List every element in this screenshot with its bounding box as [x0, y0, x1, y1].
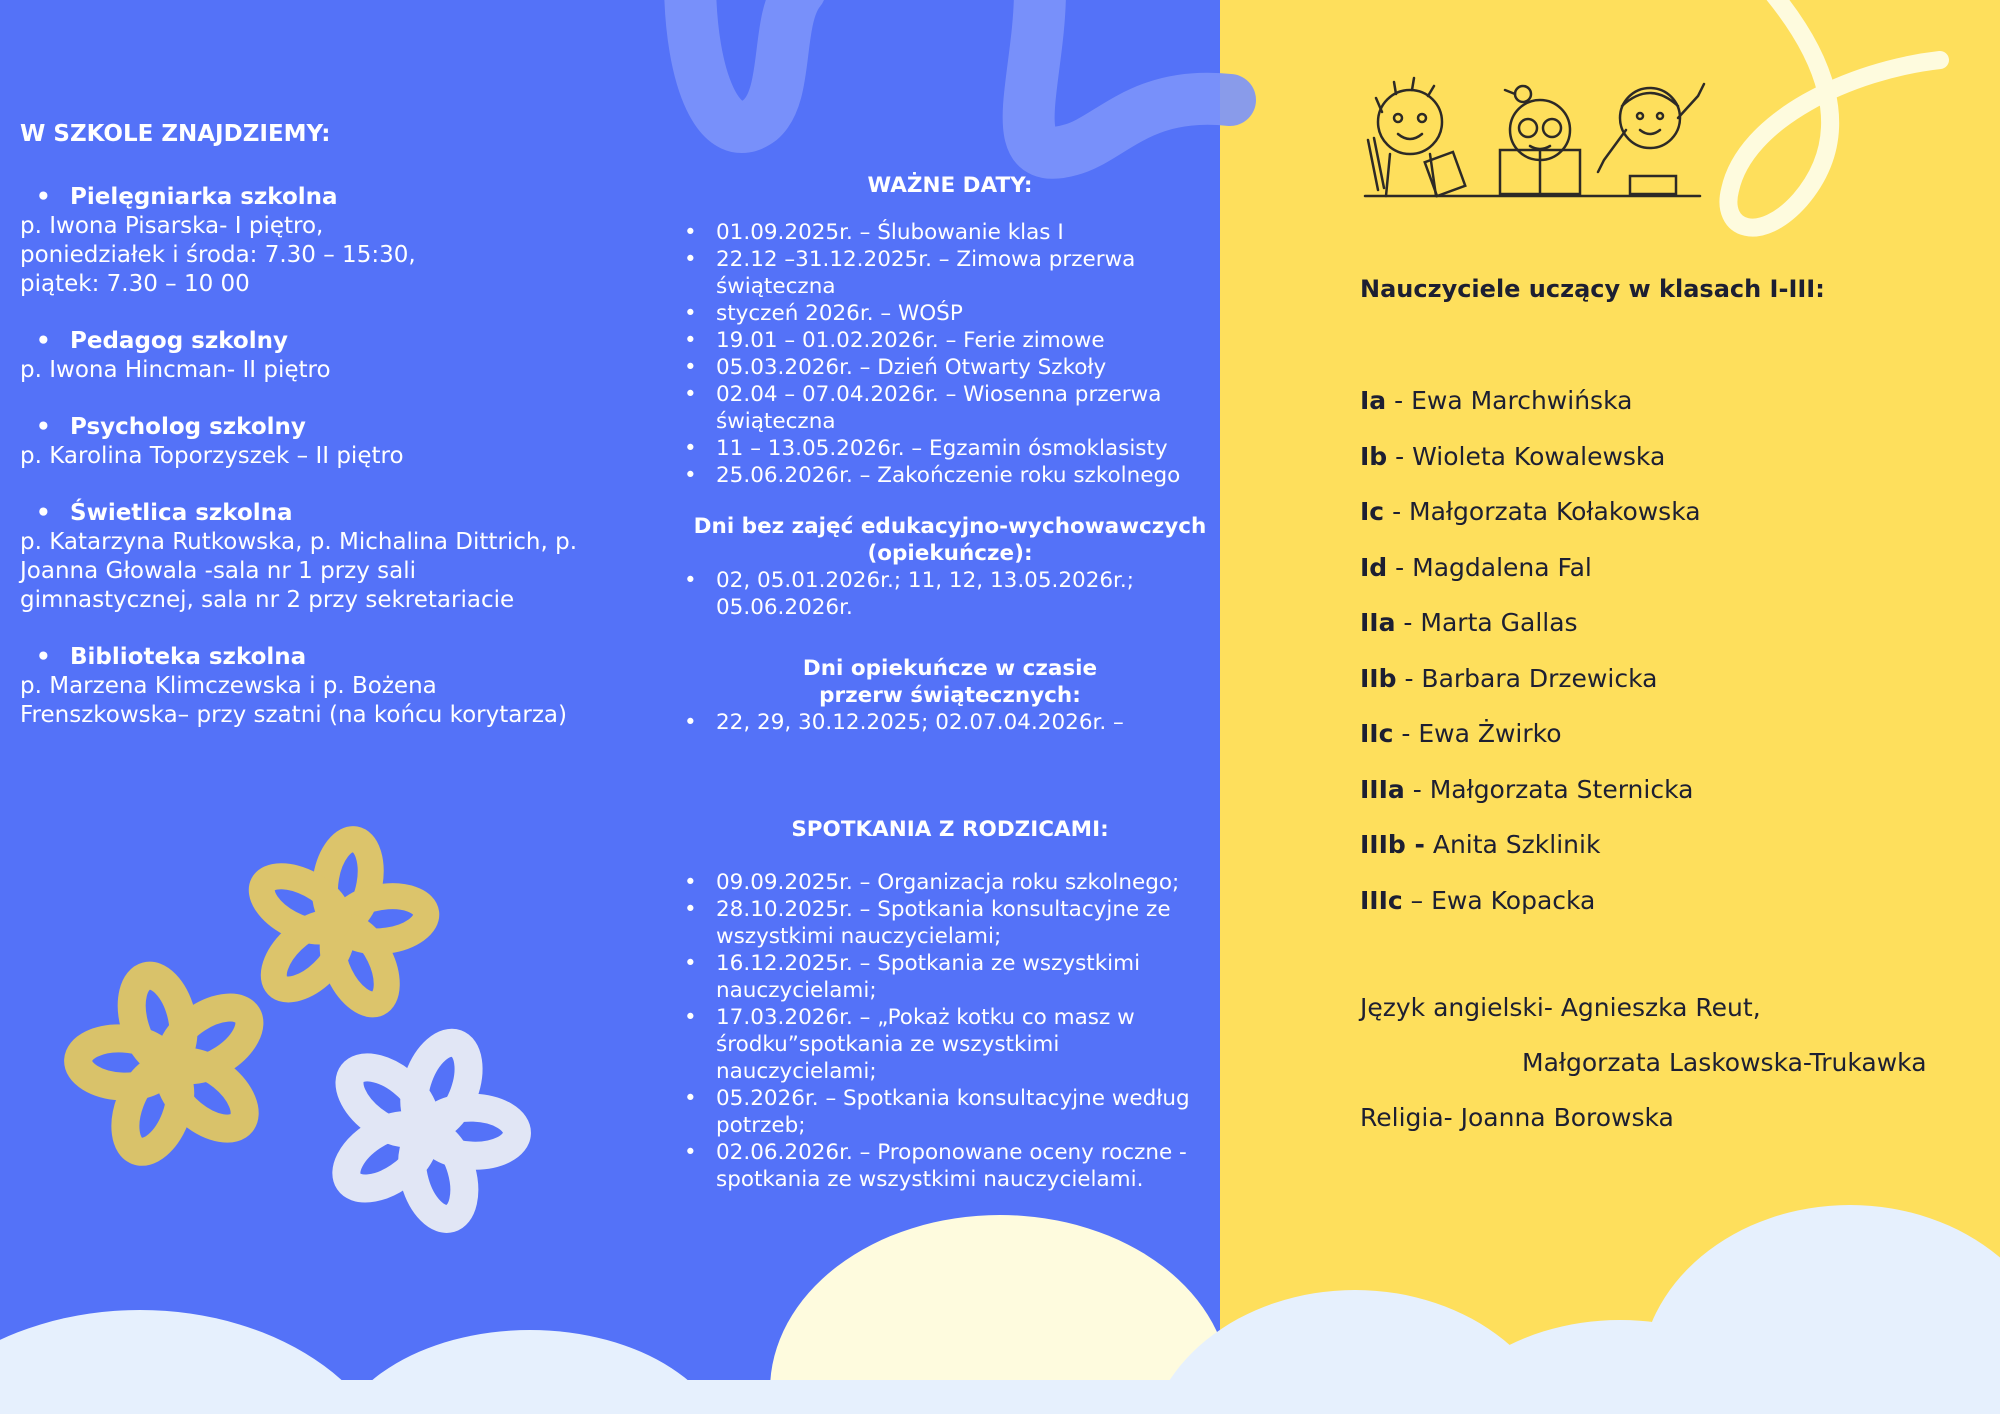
- meetings-heading: SPOTKANIA Z RODZICAMI:: [791, 817, 1109, 842]
- teacher-name: - Małgorzata Sternicka: [1404, 774, 1694, 804]
- class-row: [1360, 817, 1980, 873]
- teacher-name: - Ewa Żwirko: [1393, 719, 1562, 748]
- class-row: [1360, 484, 1980, 540]
- important-dates-section: [680, 172, 1220, 1193]
- teacher-name: - Marta Gallas: [1395, 608, 1578, 637]
- service-title: • Psycholog szkolny: [20, 413, 620, 442]
- list-item: • 22.12 –31.12.2025r. – Zimowa przerwa świąteczna: [680, 246, 1220, 300]
- class-code: Ic: [1360, 497, 1385, 526]
- class-code: IIc: [1360, 719, 1394, 748]
- list-item: • 19.01 – 01.02.2026r. – Ferie zimowe: [680, 327, 1220, 354]
- class-code: IIa: [1360, 608, 1396, 637]
- teacher-name: Anita Szklinik: [1424, 830, 1601, 859]
- service-title: • Świetlica szkolna: [20, 499, 620, 528]
- squiggle-decoration: [690, 0, 1230, 153]
- ribbon-decoration: [1728, 0, 1940, 228]
- service-details: p. Iwona Pisarska- I piętro, poniedziałek i środa: 7.30 – 15:30, piątek: 7.30 – 10 00: [20, 213, 416, 297]
- service-title: • Pedagog szkolny: [20, 327, 620, 356]
- class-code: IIIb -: [1360, 830, 1425, 859]
- class-row: [1360, 540, 1980, 596]
- service-details: p. Katarzyna Rutkowska, p. Michalina Dittrich, p. Joanna Głowala -sala nr 1 przy sali gimnastycznej, sala nr 2 przy sekretariacie: [20, 529, 578, 613]
- list-item: • styczeń 2026r. – WOŚP: [680, 300, 1220, 327]
- teachers-section: [1360, 275, 1980, 1145]
- class-row: [1360, 373, 1980, 429]
- list-item: • 22, 29, 30.12.2025; 02.07.04.2026r. –: [680, 709, 1220, 736]
- list-item: • 02.06.2026r. – Proponowane oceny roczne - spotkania ze wszystkimi nauczycielami.: [680, 1139, 1220, 1193]
- list-item: • 17.03.2026r. – „Pokaż kotku co masz w środku”spotkania ze wszystkimi nauczycielami;: [680, 1004, 1220, 1085]
- teacher-name: – Ewa Kopacka: [1402, 885, 1596, 915]
- service-title: • Pielęgniarka szkolna: [20, 183, 620, 212]
- service-details: p. Iwona Hincman- II piętro: [20, 357, 331, 383]
- care-days-heading: Dni opiekuńcze w czasie przerw świątecznych:: [802, 656, 1098, 708]
- school-kids-illustration-icon: [1365, 78, 1704, 196]
- list-item: • 02, 05.01.2026r.; 11, 12, 13.05.2026r.; 05.06.2026r.: [680, 567, 1220, 621]
- school-services-section: [20, 120, 620, 758]
- class-row: [1360, 595, 1980, 651]
- meetings-list: [680, 869, 1220, 1193]
- teacher-name: - Barbara Drzewicka: [1396, 663, 1658, 693]
- service-details: p. Karolina Toporzyszek – II piętro: [20, 443, 404, 469]
- service-item: [20, 327, 620, 385]
- service-item: [20, 499, 620, 615]
- dates-heading: WAŻNE DATY:: [867, 173, 1033, 198]
- service-item: [20, 643, 620, 730]
- section-heading: W SZKOLE ZNAJDZIEMY:: [20, 121, 331, 147]
- list-item: • 09.09.2025r. – Organizacja roku szkolnego;: [680, 869, 1220, 896]
- cloud-decoration: [0, 1205, 2000, 1414]
- list-item: • 16.12.2025r. – Spotkania ze wszystkimi nauczycielami;: [680, 950, 1220, 1004]
- list-item: • 01.09.2025r. – Ślubowanie klas I: [680, 219, 1220, 246]
- religion-teacher: Religia- Joanna Borowska: [1360, 1103, 1674, 1132]
- service-title: • Biblioteka szkolna: [20, 643, 620, 672]
- free-days-heading: Dni bez zajęć edukacyjno-wychowawczych (opiekuńcze):: [693, 514, 1207, 566]
- class-row: [1360, 651, 1980, 707]
- class-row: [1360, 429, 1980, 485]
- english-second-teacher: Małgorzata Laskowska-Trukawka: [1522, 1048, 1927, 1077]
- care-days-list: [680, 709, 1220, 736]
- class-code: Id: [1360, 552, 1388, 582]
- list-item: • 28.10.2025r. – Spotkania konsultacyjne ze wszystkimi nauczycielami;: [680, 896, 1220, 950]
- list-item: • 05.03.2026r. – Dzień Otwarty Szkoły: [680, 354, 1220, 381]
- service-details: p. Marzena Klimczewska i p. Bożena Frenszkowska– przy szatni (na końcu korytarza): [20, 673, 567, 728]
- class-row: [1360, 762, 1980, 818]
- teachers-heading: Nauczyciele uczący w klasach I-III:: [1360, 275, 1825, 303]
- class-row: [1360, 706, 1980, 762]
- class-code: IIIa: [1360, 774, 1405, 804]
- class-row: [1360, 873, 1980, 929]
- list-item: • 25.06.2026r. – Zakończenie roku szkolnego: [680, 462, 1220, 489]
- flower-icon: [306, 1011, 546, 1246]
- class-code: Ia: [1360, 386, 1387, 415]
- free-days-list: [680, 567, 1220, 621]
- service-item: [20, 413, 620, 471]
- teacher-name: - Wioleta Kowalewska: [1387, 441, 1666, 471]
- teacher-name: - Ewa Marchwińska: [1386, 386, 1633, 415]
- class-code: IIb: [1360, 663, 1397, 693]
- english-label: Język angielski- Agnieszka Reut,: [1360, 993, 1761, 1022]
- dates-list: [680, 219, 1220, 489]
- english-teachers: [1360, 980, 1980, 1090]
- list-item: • 05.2026r. – Spotkania konsultacyjne według potrzeb;: [680, 1085, 1220, 1139]
- service-item: [20, 183, 620, 299]
- teacher-name: - Magdalena Fal: [1387, 552, 1592, 582]
- list-item: • 11 – 13.05.2026r. – Egzamin ósmoklasisty: [680, 435, 1220, 462]
- class-code: IIIc: [1360, 885, 1403, 915]
- teacher-name: - Małgorzata Kołakowska: [1384, 497, 1701, 526]
- list-item: • 02.04 – 07.04.2026r. – Wiosenna przerwa świąteczna: [680, 381, 1220, 435]
- flower-icon: [237, 824, 443, 1023]
- flower-icon: [55, 952, 285, 1176]
- class-code: Ib: [1360, 441, 1388, 471]
